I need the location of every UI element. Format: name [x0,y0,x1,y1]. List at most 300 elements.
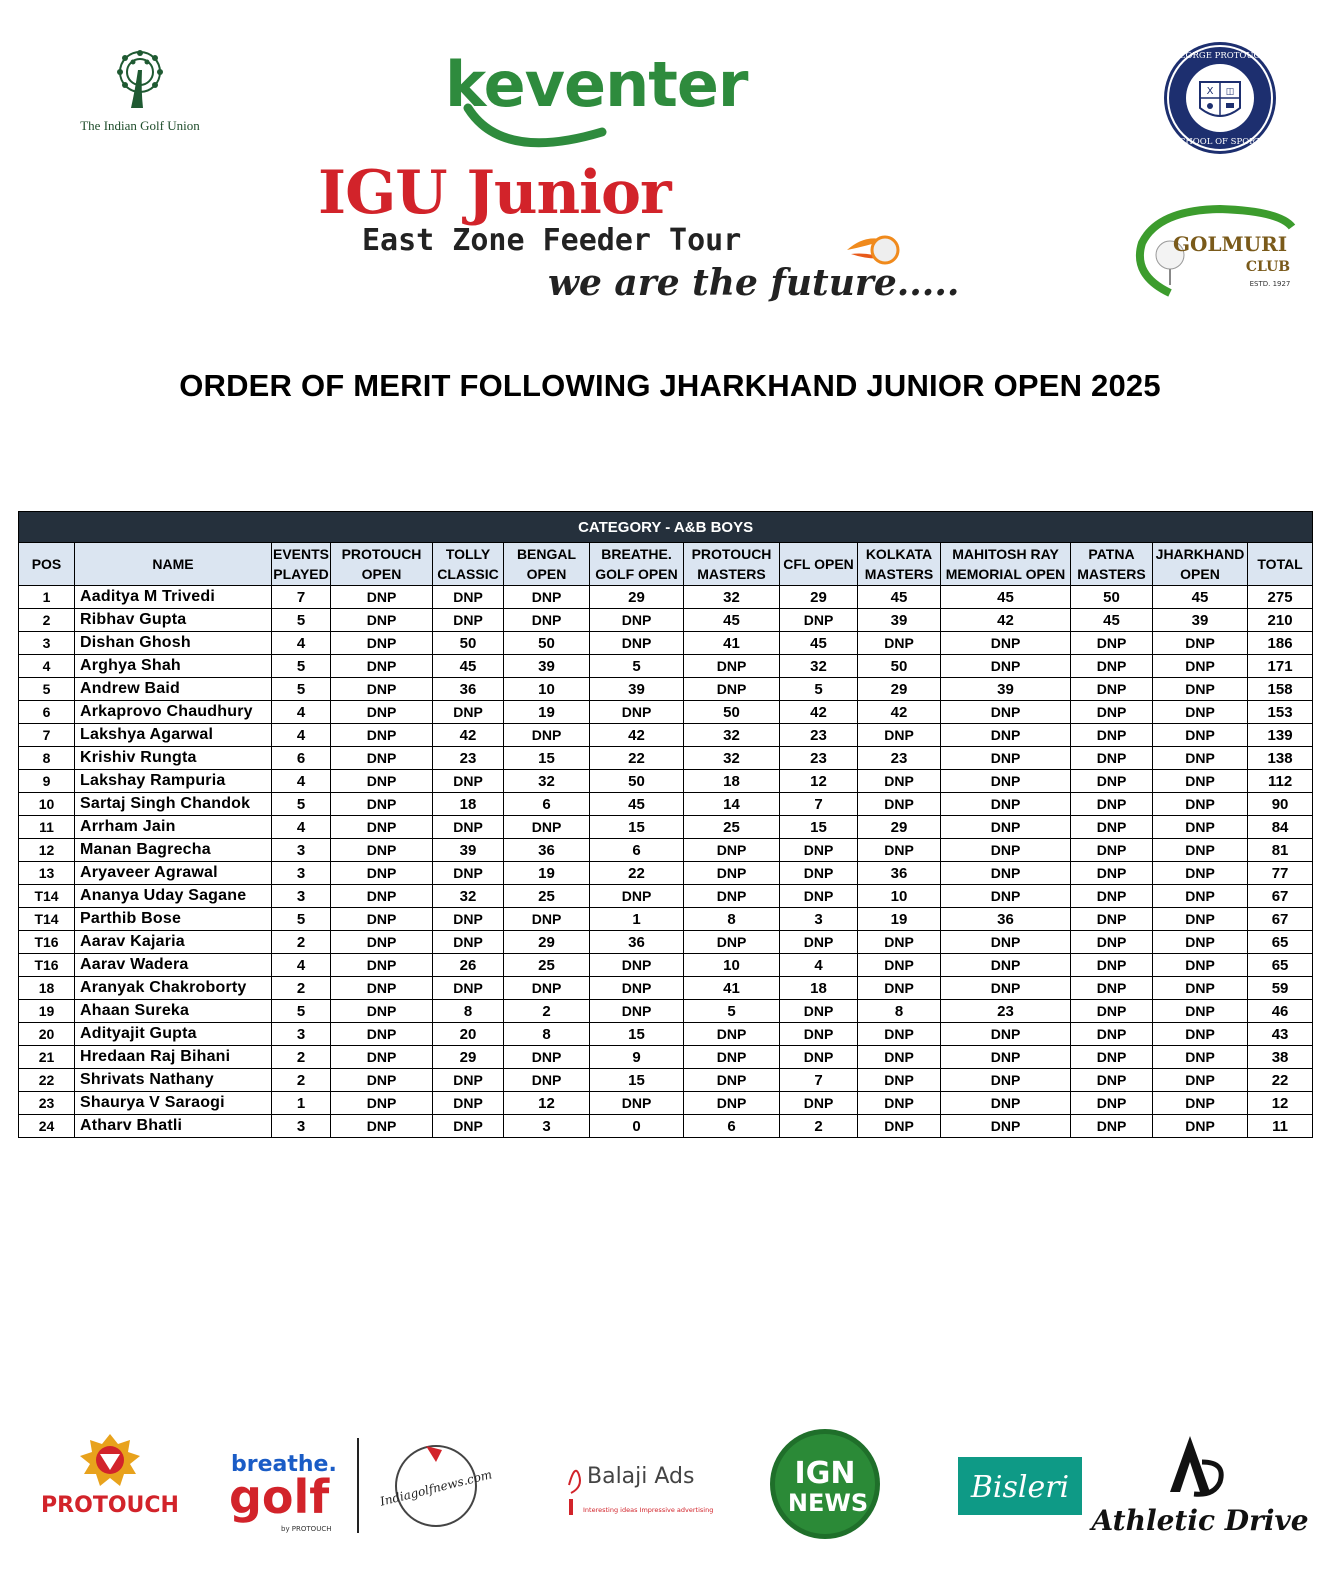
score-cell: 7 [780,793,858,816]
total-cell: 77 [1248,862,1313,885]
score-cell: DNP [331,931,433,954]
score-cell: 50 [504,632,590,655]
ign-text: IGN [794,1456,856,1491]
position-cell: 4 [19,655,75,678]
player-name-cell: Hredaan Raj Bihani [75,1046,272,1069]
score-cell: DNP [590,609,684,632]
score-cell: 45 [433,655,504,678]
category-header: CATEGORY - A&B BOYS [19,512,1313,543]
score-cell: DNP [433,770,504,793]
score-cell: 4 [272,632,331,655]
player-name-cell: Adityajit Gupta [75,1023,272,1046]
score-cell: 26 [433,954,504,977]
igu-logo-text: The Indian Golf Union [80,118,200,133]
score-cell: 29 [780,586,858,609]
score-cell: 3 [272,1115,331,1138]
table-row [19,1115,1313,1138]
score-cell: 8 [684,908,780,931]
table-body [19,586,1313,1138]
score-cell: DNP [941,816,1071,839]
score-cell: DNP [941,1092,1071,1115]
score-cell: DNP [1071,885,1153,908]
score-cell: DNP [941,632,1071,655]
score-cell: 39 [504,655,590,678]
score-cell: 29 [858,816,941,839]
score-cell: DNP [1153,678,1248,701]
score-cell: DNP [780,1000,858,1023]
score-cell: DNP [941,701,1071,724]
score-cell: DNP [858,632,941,655]
score-cell: 41 [684,632,780,655]
score-cell: DNP [433,609,504,632]
igu-junior-title: IGU Junior [318,158,671,228]
score-cell: DNP [858,793,941,816]
score-cell: 32 [780,655,858,678]
score-cell: DNP [433,977,504,1000]
position-cell: T16 [19,954,75,977]
score-cell: 15 [504,747,590,770]
score-cell: DNP [941,655,1071,678]
protouch-text: PROTOUCH [41,1493,179,1518]
score-cell: 42 [433,724,504,747]
table-row [19,678,1313,701]
score-cell: DNP [590,885,684,908]
column-header [433,543,504,586]
score-cell: 10 [684,954,780,977]
score-cell: 5 [590,655,684,678]
score-cell: DNP [504,609,590,632]
score-cell: 8 [858,1000,941,1023]
total-cell: 22 [1248,1069,1313,1092]
score-cell: DNP [1071,1069,1153,1092]
protouch-sponsor-logo [28,1432,193,1527]
score-cell: DNP [1153,793,1248,816]
column-header-row [19,543,1313,586]
table-row [19,862,1313,885]
score-cell: DNP [858,1069,941,1092]
score-cell: DNP [684,839,780,862]
table-row [19,1023,1313,1046]
table-row [19,701,1313,724]
position-cell: 2 [19,609,75,632]
total-cell: 12 [1248,1092,1313,1115]
score-cell: DNP [1153,1092,1248,1115]
score-cell: DNP [1153,908,1248,931]
total-cell: 38 [1248,1046,1313,1069]
position-cell: 11 [19,816,75,839]
score-cell: DNP [684,655,780,678]
score-cell: DNP [780,931,858,954]
score-cell: 6 [684,1115,780,1138]
score-cell: 39 [433,839,504,862]
score-cell: 36 [858,862,941,885]
score-cell: DNP [780,1046,858,1069]
score-cell: 4 [272,701,331,724]
score-cell: 15 [590,1023,684,1046]
score-cell: 32 [504,770,590,793]
score-cell: DNP [331,632,433,655]
score-cell: DNP [1153,839,1248,862]
score-cell: 3 [504,1115,590,1138]
total-cell: 158 [1248,678,1313,701]
score-cell: 5 [272,678,331,701]
total-cell: 210 [1248,609,1313,632]
score-cell: 23 [433,747,504,770]
position-cell: 13 [19,862,75,885]
score-cell: DNP [331,770,433,793]
score-cell: DNP [1071,816,1153,839]
column-header-line: MASTERS [1077,566,1146,582]
table-row [19,632,1313,655]
indiagolfnews-text: Indiagolfnews.com [378,1467,494,1509]
score-cell: DNP [331,816,433,839]
column-header-line: TOLLY [445,546,491,562]
table-row [19,747,1313,770]
score-cell: 14 [684,793,780,816]
score-cell: DNP [331,701,433,724]
keventer-swoosh [462,102,612,162]
score-cell: DNP [1071,793,1153,816]
score-cell: DNP [433,1115,504,1138]
column-header [75,543,272,586]
column-header-line: MASTERS [864,566,934,582]
column-header-line: CFL OPEN [783,556,854,572]
score-cell: DNP [684,931,780,954]
golmuri-estd: ESTD. 1927 [1249,280,1291,288]
player-name-cell: Aarav Wadera [75,954,272,977]
column-header-line: JHARKHAND [1155,546,1245,562]
score-cell: 12 [504,1092,590,1115]
bisleri-logo [958,1457,1082,1520]
score-cell: DNP [1153,1023,1248,1046]
player-name-cell: Manan Bagrecha [75,839,272,862]
column-header-line: MASTERS [697,566,766,582]
score-cell: 29 [858,678,941,701]
score-cell: 7 [780,1069,858,1092]
position-cell: 12 [19,839,75,862]
score-cell: 10 [858,885,941,908]
score-cell: DNP [858,954,941,977]
score-cell: 2 [272,931,331,954]
score-cell: 36 [590,931,684,954]
column-header [1071,543,1153,586]
score-cell: DNP [941,1115,1071,1138]
score-cell: DNP [1071,862,1153,885]
score-cell: DNP [941,793,1071,816]
column-header-line: MAHITOSH RAY [952,546,1059,562]
score-cell: DNP [331,977,433,1000]
player-name-cell: Andrew Baid [75,678,272,701]
athletic-drive-text: Athletic Drive [1091,1504,1309,1537]
score-cell: 36 [504,839,590,862]
total-cell: 275 [1248,586,1313,609]
breathe-golf-logo [225,1445,350,1540]
player-name-cell: Aranyak Chakroborty [75,977,272,1000]
total-cell: 186 [1248,632,1313,655]
score-cell: DNP [941,862,1071,885]
position-cell: 5 [19,678,75,701]
player-name-cell: Ribhav Gupta [75,609,272,632]
golf-text: golf [229,1470,330,1524]
column-header-line: BREATHE. [601,546,672,562]
score-cell: 39 [590,678,684,701]
score-cell: 4 [780,954,858,977]
score-cell: 39 [858,609,941,632]
score-cell: 1 [590,908,684,931]
balaji-text: Balaji Ads [587,1464,695,1489]
score-cell: DNP [780,839,858,862]
igu-logo [60,50,220,134]
column-header-line: KOLKATA [865,546,933,562]
score-cell: 5 [684,1000,780,1023]
score-cell: DNP [331,678,433,701]
score-cell: 45 [684,609,780,632]
total-cell: 171 [1248,655,1313,678]
score-cell: 5 [780,678,858,701]
score-cell: DNP [1071,954,1153,977]
score-cell: DNP [1153,1069,1248,1092]
score-cell: DNP [684,862,780,885]
player-name-cell: Aryaveer Agrawal [75,862,272,885]
score-cell: DNP [780,862,858,885]
score-cell: 2 [272,1069,331,1092]
score-cell: DNP [1153,632,1248,655]
score-cell: DNP [941,747,1071,770]
score-cell: 8 [433,1000,504,1023]
score-cell: 23 [858,747,941,770]
score-cell: DNP [1071,1092,1153,1115]
score-cell: DNP [1071,1115,1153,1138]
score-cell: 2 [504,1000,590,1023]
position-cell: 23 [19,1092,75,1115]
score-cell: DNP [331,586,433,609]
score-cell: DNP [941,954,1071,977]
total-cell: 67 [1248,885,1313,908]
score-cell: 8 [504,1023,590,1046]
score-cell: 23 [780,747,858,770]
table-row [19,816,1313,839]
score-cell: 5 [272,655,331,678]
column-header [1153,543,1248,586]
total-cell: 67 [1248,908,1313,931]
score-cell: DNP [1071,977,1153,1000]
tour-name: East Zone Feeder Tour [362,223,742,258]
score-cell: DNP [1153,816,1248,839]
score-cell: 6 [504,793,590,816]
score-cell: 6 [272,747,331,770]
score-cell: 22 [590,747,684,770]
position-cell: 3 [19,632,75,655]
player-name-cell: Arkaprovo Chaudhury [75,701,272,724]
score-cell: 29 [433,1046,504,1069]
seal-top-text: GEORGE PROTOUCH [1172,51,1268,61]
score-cell: DNP [331,1046,433,1069]
score-cell: DNP [1153,931,1248,954]
table-row [19,908,1313,931]
score-cell: 3 [272,1023,331,1046]
position-cell: 20 [19,1023,75,1046]
table-row [19,655,1313,678]
by-protouch-text: by PROTOUCH [281,1525,332,1533]
score-cell: 50 [858,655,941,678]
score-cell: DNP [331,793,433,816]
total-cell: 90 [1248,793,1313,816]
score-cell: DNP [1153,885,1248,908]
score-cell: DNP [504,724,590,747]
score-cell: 42 [941,609,1071,632]
table-row [19,885,1313,908]
score-cell: 3 [780,908,858,931]
score-cell: DNP [504,1069,590,1092]
table-row [19,586,1313,609]
score-cell: 42 [858,701,941,724]
table-row [19,839,1313,862]
position-cell: 21 [19,1046,75,1069]
score-cell: DNP [1071,770,1153,793]
svg-text:X: X [1206,86,1214,97]
score-cell: DNP [858,1023,941,1046]
column-header-line: PATNA [1088,546,1135,562]
column-header-line: BENGAL [516,546,577,562]
column-header [780,543,858,586]
column-header-line: OPEN [1180,566,1220,582]
score-cell: 1 [272,1092,331,1115]
score-cell: 41 [684,977,780,1000]
score-cell: DNP [433,1092,504,1115]
score-cell: 5 [272,609,331,632]
score-cell: DNP [504,977,590,1000]
score-cell: DNP [433,586,504,609]
column-header [331,543,433,586]
score-cell: DNP [331,885,433,908]
score-cell: 50 [684,701,780,724]
score-cell: 4 [272,724,331,747]
score-cell: DNP [1071,678,1153,701]
score-cell: DNP [1153,747,1248,770]
position-cell: 18 [19,977,75,1000]
score-cell: 4 [272,954,331,977]
position-cell: 7 [19,724,75,747]
total-cell: 65 [1248,931,1313,954]
score-cell: DNP [858,1046,941,1069]
score-cell: DNP [590,977,684,1000]
player-name-cell: Shaurya V Saraogi [75,1092,272,1115]
score-cell: 3 [272,862,331,885]
score-cell: DNP [1153,954,1248,977]
player-name-cell: Atharv Bhatli [75,1115,272,1138]
score-cell: DNP [331,1069,433,1092]
golmuri-club: CLUB [1245,259,1291,275]
score-cell: 36 [433,678,504,701]
score-cell: DNP [1071,701,1153,724]
score-cell: 2 [780,1115,858,1138]
score-cell: 45 [941,586,1071,609]
score-cell: 32 [684,724,780,747]
column-header [1248,543,1313,586]
player-name-cell: Sartaj Singh Chandok [75,793,272,816]
table-row [19,1092,1313,1115]
score-cell: DNP [941,1023,1071,1046]
score-cell: 50 [433,632,504,655]
column-header-line: GOLF OPEN [595,566,678,582]
score-cell: 19 [504,701,590,724]
score-cell: DNP [1071,1046,1153,1069]
score-cell: DNP [433,931,504,954]
ign-news-logo [768,1427,883,1547]
golmuri-club-logo [1130,205,1300,300]
score-cell: DNP [590,701,684,724]
column-header-line: EVENTS [272,546,329,562]
player-name-cell: Lakshay Rampuria [75,770,272,793]
score-cell: 39 [1153,609,1248,632]
score-cell: 15 [590,816,684,839]
score-cell: DNP [858,977,941,1000]
table-row [19,954,1313,977]
score-cell: 3 [272,839,331,862]
breathe-text: breathe. [231,1452,337,1477]
score-cell: DNP [331,862,433,885]
page-title: ORDER OF MERIT FOLLOWING JHARKHAND JUNIOR OPEN 2025 [179,368,1161,403]
score-cell: DNP [433,862,504,885]
table-row [19,724,1313,747]
player-name-cell: Arghya Shah [75,655,272,678]
score-cell: 5 [272,1000,331,1023]
score-cell: DNP [590,954,684,977]
score-cell: 25 [504,885,590,908]
column-header [272,543,331,586]
score-cell: DNP [1071,724,1153,747]
score-cell: 45 [780,632,858,655]
player-name-cell: Aaditya M Trivedi [75,586,272,609]
score-cell: 18 [684,770,780,793]
score-cell: 42 [590,724,684,747]
score-cell: DNP [1153,1115,1248,1138]
score-cell: 20 [433,1023,504,1046]
score-cell: 50 [590,770,684,793]
peacock-icon [105,50,175,112]
total-cell: 84 [1248,816,1313,839]
score-cell: 6 [590,839,684,862]
score-cell: 18 [433,793,504,816]
score-cell: 0 [590,1115,684,1138]
table-row [19,1000,1313,1023]
score-cell: 29 [590,586,684,609]
score-cell: DNP [1071,1000,1153,1023]
table-row [19,770,1313,793]
score-cell: DNP [1153,1046,1248,1069]
score-cell: DNP [684,1023,780,1046]
score-cell: 25 [504,954,590,977]
score-cell: DNP [331,724,433,747]
score-cell: DNP [1071,839,1153,862]
total-cell: 59 [1248,977,1313,1000]
score-cell: DNP [1153,770,1248,793]
score-cell: 19 [504,862,590,885]
score-cell: 32 [684,586,780,609]
score-cell: DNP [941,770,1071,793]
score-cell: 23 [780,724,858,747]
score-cell: 12 [780,770,858,793]
score-cell: 32 [433,885,504,908]
score-cell: 7 [272,586,331,609]
column-header [684,543,780,586]
score-cell: DNP [684,1046,780,1069]
score-cell: 5 [272,793,331,816]
player-name-cell: Ananya Uday Sagane [75,885,272,908]
column-header [590,543,684,586]
score-cell: DNP [858,931,941,954]
score-cell: 32 [684,747,780,770]
